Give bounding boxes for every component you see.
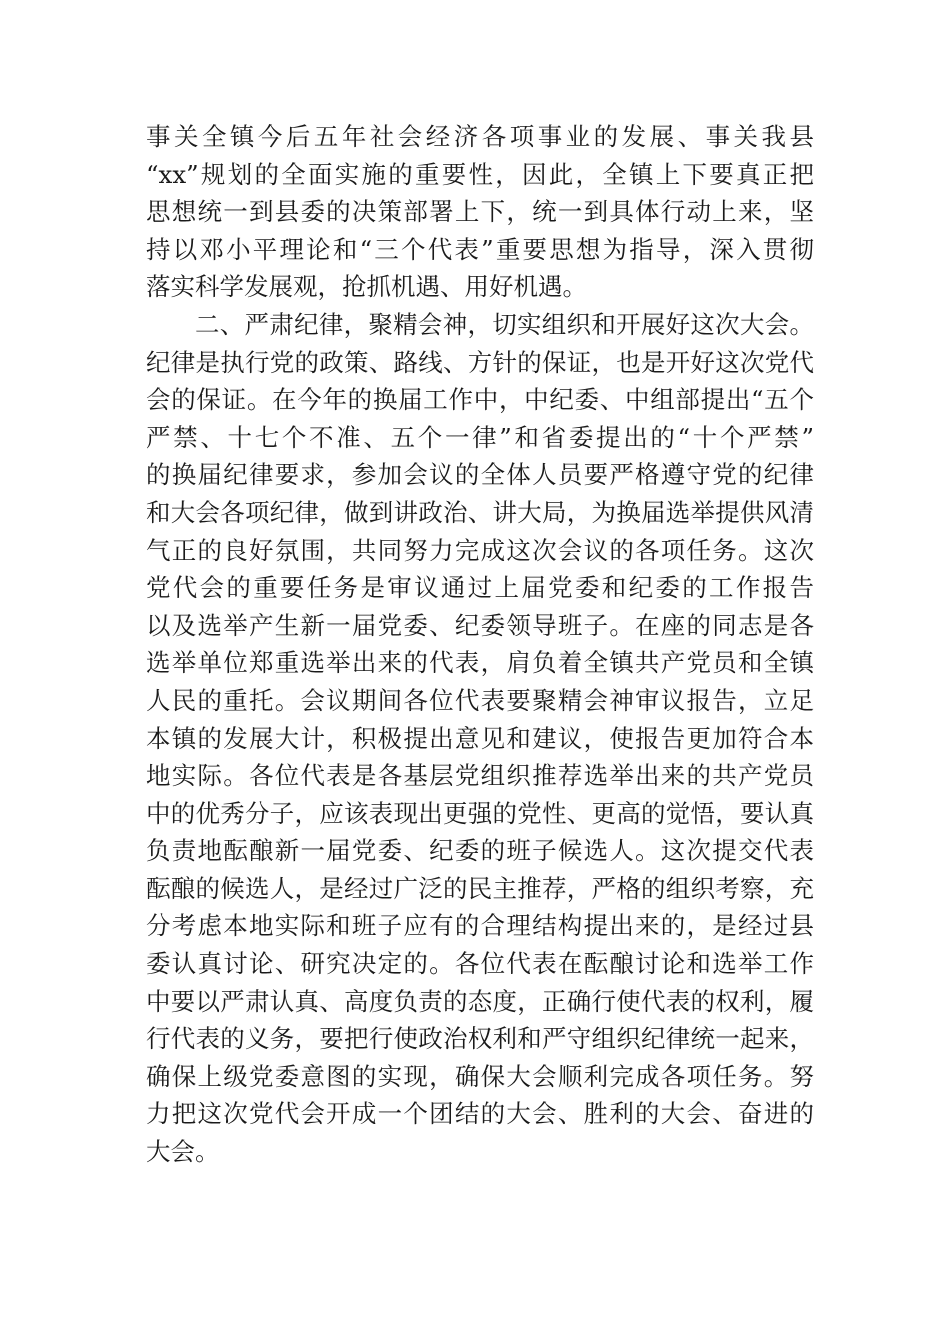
text-line: 中的优秀分子，应该表现出更强的党性、更高的觉悟，要认真 xyxy=(146,798,814,828)
text-line: 和大会各项纪律，做到讲政治、讲大局，为换届选举提供风清 xyxy=(146,497,814,527)
text-line: 思想统一到县委的决策部署上下，统一到具体行动上来，坚 xyxy=(146,197,814,227)
text-line: “xx”规划的全面实施的重要性，因此，全镇上下要真正把 xyxy=(146,159,814,189)
text-line: 气正的良好氛围，共同努力完成这次会议的各项任务。这次 xyxy=(146,535,814,565)
text-line: 分考虑本地实际和班子应有的合理结构提出来的，是经过县 xyxy=(146,911,814,941)
text-line: 中要以严肃认真、高度负责的态度，正确行使代表的权利，履 xyxy=(146,986,814,1016)
document-body xyxy=(146,118,814,1171)
text-line: 负责地酝酿新一届党委、纪委的班子候选人。这次提交代表 xyxy=(146,836,814,866)
text-line: 委认真讨论、研究决定的。各位代表在酝酿讨论和选举工作 xyxy=(146,949,814,979)
text-line: 以及选举产生新一届党委、纪委领导班子。在座的同志是各 xyxy=(146,610,814,640)
text-line: 力把这次党代会开成一个团结的大会、胜利的大会、奋进的 xyxy=(146,1099,814,1129)
text-line: 的换届纪律要求，参加会议的全体人员要严格遵守党的纪律 xyxy=(146,460,814,490)
text-line: 选举单位郑重选举出来的代表，肩负着全镇共产党员和全镇 xyxy=(146,648,814,678)
text-line: 人民的重托。会议期间各位代表要聚精会神审议报告，立足 xyxy=(146,685,814,715)
paragraph-2 xyxy=(146,306,814,1171)
text-line: 二、严肃纪律，聚精会神，切实组织和开展好这次大会。 xyxy=(195,309,814,339)
text-line: 事关全镇今后五年社会经济各项事业的发展、事关我县 xyxy=(146,122,814,151)
text-line: 持以邓小平理论和“三个代表”重要思想为指导，深入贯彻 xyxy=(146,234,814,264)
text-line: 确保上级党委意图的实现，确保大会顺利完成各项任务。努 xyxy=(146,1061,814,1091)
paragraph-1 xyxy=(146,118,814,306)
text-line: 行代表的义务，要把行使政治权利和严守组织纪律统一起来， xyxy=(146,1024,814,1054)
text-line: 会的保证。在今年的换届工作中，中纪委、中组部提出“五个 xyxy=(146,385,814,415)
text-line: 本镇的发展大计，积极提出意见和建议，使报告更加符合本 xyxy=(146,723,814,753)
text-line: 地实际。各位代表是各基层党组织推荐选举出来的共产党员 xyxy=(146,761,814,791)
text-line: 严禁、十七个不准、五个一律”和省委提出的“十个严禁” xyxy=(146,422,814,452)
text-line: 大会。 xyxy=(146,1137,220,1167)
text-line: 纪律是执行党的政策、路线、方针的保证，也是开好这次党代 xyxy=(146,347,814,377)
text-line: 落实科学发展观，抢抓机遇、用好机遇。 xyxy=(146,272,587,302)
text-line: 酝酿的候选人，是经过广泛的民主推荐，严格的组织考察，充 xyxy=(146,873,814,903)
text-line: 党代会的重要任务是审议通过上届党委和纪委的工作报告 xyxy=(146,573,814,603)
